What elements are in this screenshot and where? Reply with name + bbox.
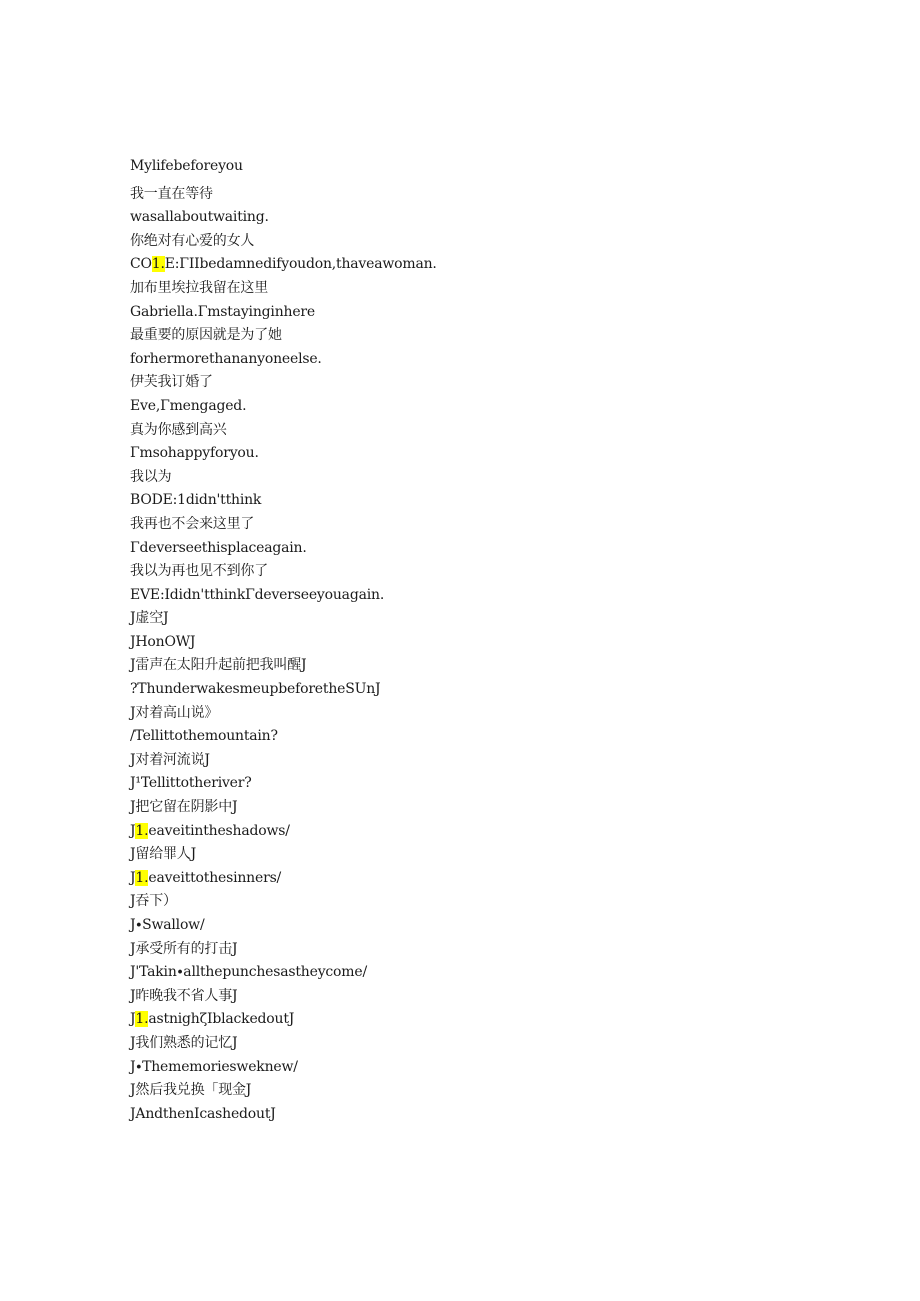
lyric-line: J'Takin∙allthepunchesastheycome/ [130,964,367,981]
lyric-line: 你绝对有心爱的女人 [130,232,255,249]
lyric-line: J¹Tellittotheriver? [130,775,252,792]
lyric-line: J虚空J [130,610,169,627]
lyric-line: CO1.E:ΓIIbedamnedifyoudon,thaveawoman. [130,256,437,273]
lyric-line: J把它留在阴影中J [130,799,238,816]
lyric-line: forhermorethananyoneelse. [130,350,322,367]
lyric-line: Eve,Γmengaged. [130,397,247,414]
lyric-line: JAndthenIcashedoutJ [130,1105,276,1122]
lyric-line: J1.astnighζIblackedoutJ [130,1011,295,1028]
lyric-line: 我以为再也见不到你了 [130,563,268,580]
highlight-mark: 1. [135,1011,149,1028]
lyric-line: J昨晚我不省人事J [130,987,238,1004]
lyric-line: JHonOWJ [130,633,196,650]
lyric-line: Γmsohappyforyou. [130,445,259,462]
lyrics-document [130,155,830,1126]
lyric-line: J吞下） [130,893,177,910]
lyric-line: J承受所有的打击J [130,940,238,957]
highlight-mark: 1. [135,869,149,886]
lyric-line: 我以为 [130,468,172,485]
lyric-line: 最重要的原因就是为了她 [130,327,282,344]
lyric-line: /Tellittothemountain? [130,728,278,745]
lyric-line: wasallaboutwaiting. [130,209,269,226]
lyric-line: J然后我兑换「现金J [130,1082,252,1099]
lyric-line: 我再也不会来这里了 [130,515,255,532]
lyric-line: Gabriella.Γmstayinginhere [130,303,315,320]
lyric-line: Γdeverseethisplaceagain. [130,539,307,556]
lyric-line: 真为你感到高兴 [130,421,227,438]
lyric-line: J∙Swallow/ [130,917,205,933]
lyric-line: Mylifebeforeyou [130,158,243,174]
lyric-line: J雷声在太阳升起前把我叫醒J [130,657,307,674]
lyric-line: J我们熟悉的记忆J [130,1034,238,1051]
lyric-line: J1.eaveitintheshadows/ [130,822,290,839]
lyric-line: 加布里埃拉我留在这里 [130,279,268,296]
lyric-line: J1.eaveittothesinners/ [130,869,282,886]
lyric-line: 伊芙我订婚了 [130,374,213,391]
highlight-mark: 1. [151,256,165,273]
lyric-line: J对着高山说》 [130,704,219,721]
lyric-line: EVE:Ididn'tthinkΓdeverseeyouagain. [130,586,385,603]
lyric-line: 我一直在等待 [130,185,213,202]
highlight-mark: 1. [135,822,149,839]
lyric-line: ?ThunderwakesmeupbeforetheSUnJ [130,681,381,698]
lyric-line: J对着河流说J [130,751,210,768]
lyric-line: J留给罪人J [130,846,197,863]
lyric-line: J∙Thememoriesweknew/ [130,1058,298,1075]
lyric-line: BODE:1didn'tthink [130,492,262,509]
